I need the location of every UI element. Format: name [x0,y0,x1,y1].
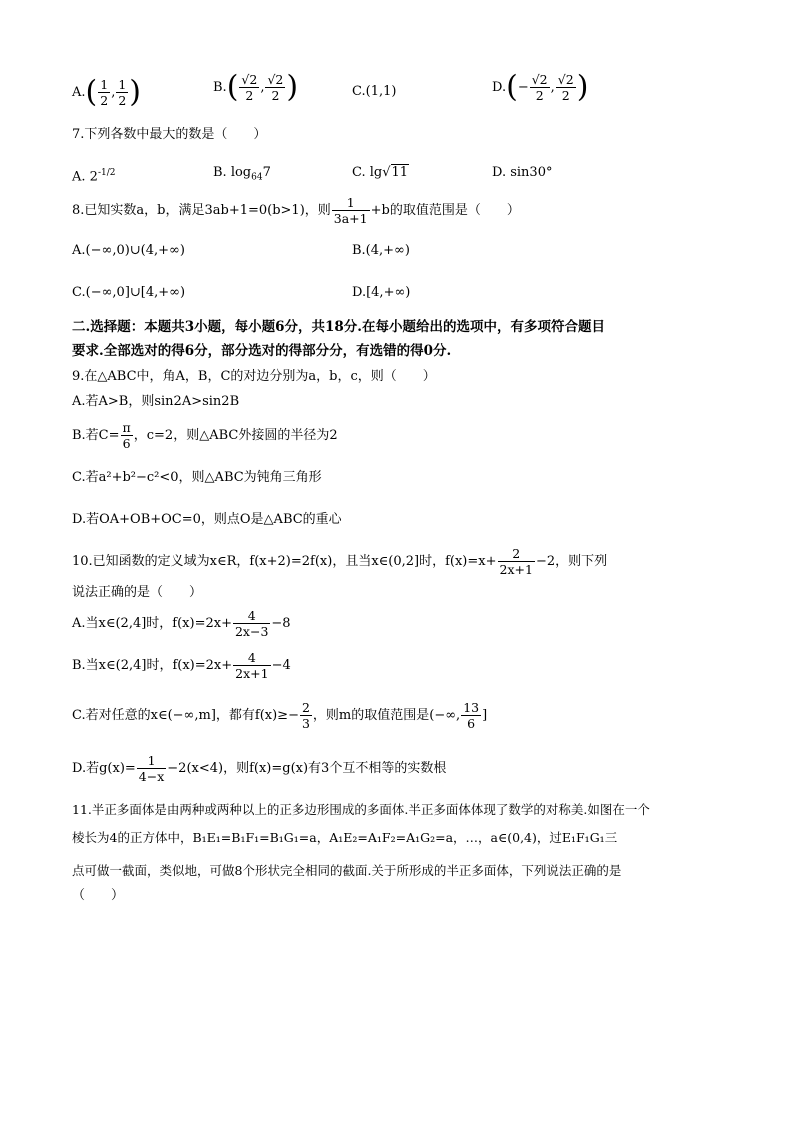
q7-option-b [213,164,271,187]
q10-c-before: C.若对任意的x∈(−∞,m]，都有f(x)≥− [72,708,299,723]
q6-b-frac1 [239,72,259,103]
q10-c-range-num: 13 [463,700,480,715]
q6-d-den1: 2 [535,88,544,103]
q6-b-num1: √2 [241,72,258,87]
q10-b-den: 2x+1 [235,666,269,681]
q7-option-a [72,164,115,186]
q7-option-c: C. lg√11 [352,165,409,180]
q10-stem-den: 2x+1 [499,562,533,577]
q10-b-before: B.当x∈(2,4]时，f(x)=2x+ [72,658,233,673]
q6-a-num1: 1 [100,77,109,92]
q6-d-num1: √2 [531,72,548,87]
q7-stem: 7.下列各数中最大的数是（ ） [72,127,267,142]
q10-c-range-right: ] [482,708,488,723]
q8-frac-den: 3a+1 [333,211,368,226]
q10-option-a [72,608,291,639]
q9-b-after: ，c=2，则△ABC外接圆的半径为2 [133,428,338,443]
q6-d-frac2 [556,72,576,103]
q7-b-base: 64 [251,172,263,183]
q9-option-b [72,420,338,451]
q8-option-d: D.[4,+∞) [352,285,411,300]
q9-stem: 9.在△ABC中，角A，B，C的对边分别为a，b，c，则（ ） [72,369,436,384]
q10-b-after: −4 [271,658,291,673]
q10-stem-before: 10.已知函数的定义域为x∈R，f(x+2)=2f(x)，且当x∈(0,2]时，f(x)=x+ [72,554,497,569]
q8-stem [72,195,520,226]
q10-c-range-frac [461,700,481,731]
q6-a-den1: 2 [100,93,109,108]
q10-stem-frac [498,546,535,577]
q6-d-frac1 [530,72,550,103]
q7-b-log: B. log [213,165,252,180]
q6-option-d: D.(− $\frac{√2}{2}$ , $\frac{√2}{2}$ ) [492,69,589,105]
q6-a-den2: 2 [118,93,127,108]
q7-c-lg: C. lg [352,165,383,180]
q8-option-a: A.(−∞,0)∪(4,+∞) [72,243,185,258]
q8-stem-before: 8.已知实数a，b，满足3ab+1=0(b>1)，则 [72,203,331,218]
q7-a-exponent: -1/2 [97,168,116,178]
q11-line3: 点可做一截面，类似地，可做8个形状完全相同的截面.关于所形成的半正多面体，下列说法正确的是 [72,863,622,878]
q7-b-arg: 7 [262,165,271,180]
q9-option-d: D.若OA+OB+OC=0，则点O是△ABC的重心 [72,512,342,527]
q10-option-d [72,753,446,784]
q10-b-num: 4 [233,650,270,666]
q10-a-den: 2x−3 [234,624,269,639]
q9-b-before: B.若C= [72,428,120,443]
q6-d-num2: √2 [557,72,574,87]
q8-option-c: C.(−∞,0]∪[4,+∞) [72,285,186,300]
q10-a-before: A.当x∈(2,4]时，f(x)=2x+ [72,616,232,631]
q10-d-frac [137,753,166,784]
q10-stem-after: −2，则下列 [535,554,608,569]
q10-option-b [72,650,291,681]
q9-b-den: 6 [122,436,131,451]
q6-b-den1: 2 [245,88,254,103]
q10-d-den: 4−x [138,769,165,784]
q10-c-range-den: 6 [467,716,476,731]
q6-b-frac2 [265,72,285,103]
q9-b-frac [121,420,133,451]
q10-b-frac [233,650,270,681]
q7-c-radicand: 11 [391,165,409,180]
q6-d-den2: 2 [561,88,570,103]
q6-b-num2: √2 [267,72,284,87]
q10-c-range-left: (−∞, [429,708,461,723]
q8-option-b: B.(4,+∞) [352,243,410,258]
q10-a-num: 4 [233,608,270,624]
q6-b-den2: 2 [271,88,280,103]
q11-line1: 11.半正多面体是由两种或两种以上的正多边形围成的多面体.半正多面体体现了数学的对称美.如图在一个 [72,802,650,817]
q8-frac [332,195,370,226]
q6-a-frac2 [116,77,128,108]
q8-stem-after: +b的取值范围是（ ） [370,203,520,218]
q10-d-after: −2(x<4)，则f(x)=g(x)有3个互不相等的实数根 [167,761,447,776]
q10-d-num: 1 [137,753,166,769]
q10-stem-line2: 说法正确的是（ ） [72,585,203,600]
q8-frac-num: 1 [332,195,370,211]
q6-a-frac1 [98,77,110,108]
q10-c-num: 2 [301,700,310,715]
q6-option-a: A.( $\frac{1}{2}$ , $\frac{1}{2}$ ) [72,74,142,110]
q10-option-c [72,700,487,731]
q10-stem-num: 2 [498,546,535,562]
section2-heading-line2: 要求.全部选对的得6分，部分选对的得部分分，有选错的得0分. [72,343,452,359]
q7-option-d: D. sin30° [492,165,553,180]
q10-a-after: −8 [271,616,291,631]
q6-option-c: C.(1,1) [352,84,397,99]
section2-heading-line1: 二.选择题：本题共3小题，每小题6分，共18分.在每小题给出的选项中，有多项符合题目 [72,319,605,335]
q6-a-num2: 1 [118,77,127,92]
q6-b-label: B. [213,80,227,95]
q10-d-before: D.若g(x)= [72,761,136,776]
q7-a-base: A. 2 [72,169,98,185]
q9-b-num: π [122,420,131,435]
q6-a-label: A. [72,85,86,100]
q10-c-den: 3 [301,716,310,731]
q11-line4: （ ） [72,888,125,903]
q9-option-a: A.若A>B，则sin2A>sin2B [72,394,240,409]
q6-d-label: D. [492,80,507,95]
q10-a-frac [233,608,270,639]
q10-c-frac [300,700,312,731]
q11-line2: 棱长为4的正方体中，B₁E₁=B₁F₁=B₁G₁=a，A₁E₂=A₁F₂=A₁G₂=a，…，a∈(0,4)，过E₁F₁G₁三 [72,830,618,845]
q9-option-c: C.若a²+b²−c²<0，则△ABC为钝角三角形 [72,470,322,485]
q6-option-b: B.( $\frac{√2}{2}$ , $\frac{√2}{2}$ ) [213,69,299,105]
q10-stem-line1 [72,546,607,577]
q10-c-mid: ，则m的取值范围是 [312,708,430,723]
